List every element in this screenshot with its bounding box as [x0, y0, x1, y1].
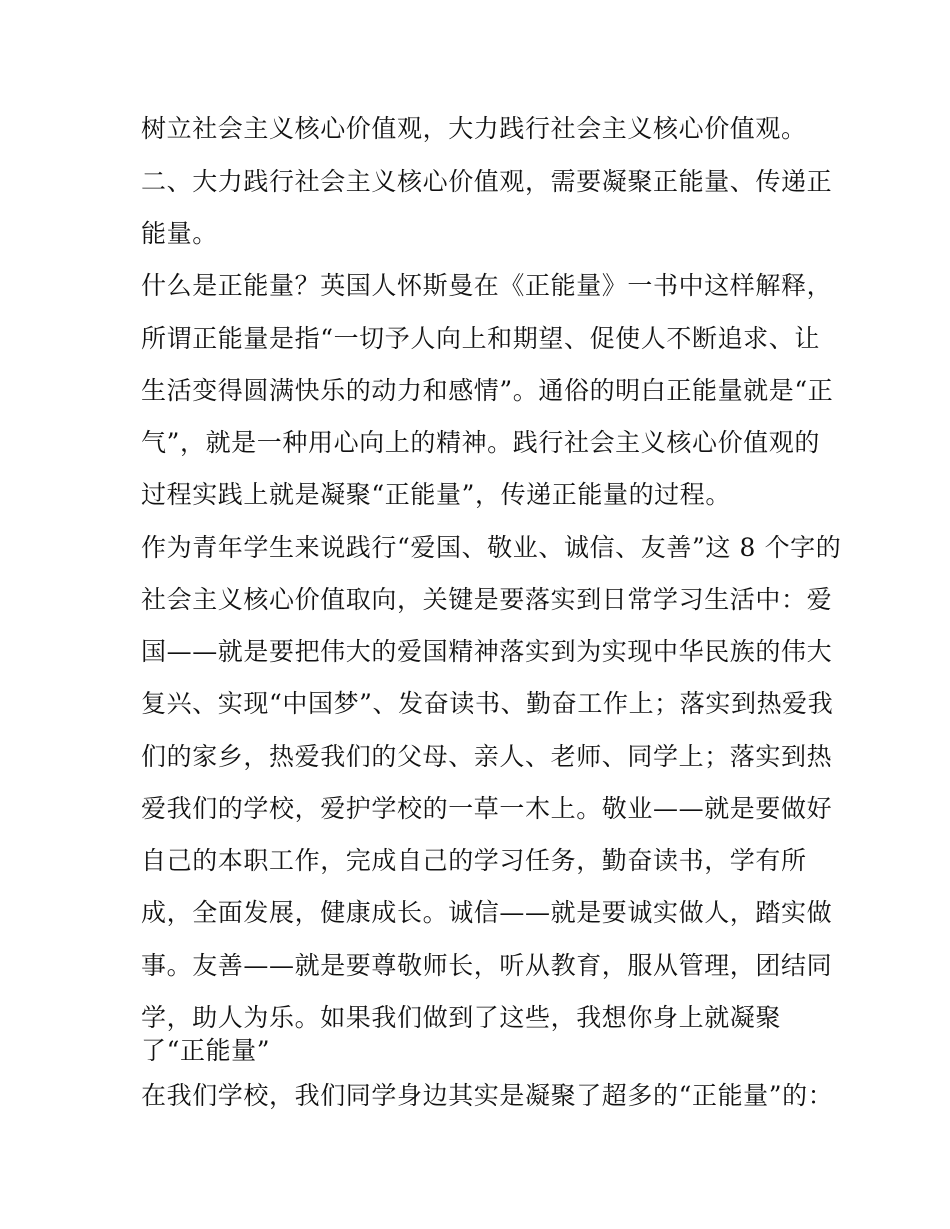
text-line: 事。友善——就是要尊敬师长，听从教育，服从管理，团结同	[141, 951, 833, 980]
text-line: 国——就是要把伟大的爱国精神落实到为实现中华民族的伟大	[141, 637, 833, 666]
text-line: 爱我们的学校，爱护学校的一草一木上。敬业——就是要做好	[141, 794, 833, 823]
text-line: 成，全面发展，健康成长。诚信——就是要诚实做人，踏实做	[141, 898, 833, 927]
text-line: 过程实践上就是凝聚“正能量”，传递正能量的过程。	[141, 480, 731, 509]
text-line: 所谓正能量是指“一切予人向上和期望、促使人不断追求、让	[141, 324, 820, 353]
text-line: 什么是正能量？英国人怀斯曼在《正能量》一书中这样解释，	[141, 271, 833, 300]
text-line: 生活变得圆满快乐的动力和感情”。通俗的明白正能量就是“正	[141, 376, 834, 405]
text-line: 二、大力践行社会主义核心价值观，需要凝聚正能量、传递正	[141, 167, 833, 196]
text-line: 学，助人为乐。如果我们做到了这些，我想你身上就凝聚	[141, 1003, 782, 1032]
text-line: 们的家乡，热爱我们的父母、亲人、老师、同学上；落实到热	[141, 742, 833, 771]
text-line: 作为青年学生来说践行“爱国、敬业、诚信、友善”这 8 个字的	[141, 533, 842, 562]
text-line: 复兴、实现“中国梦”、发奋读书、勤奋工作上；落实到热爱我	[141, 689, 834, 718]
text-line: 能量。	[141, 219, 218, 248]
text-line: 气”，就是一种用心向上的精神。践行社会主义核心价值观的	[141, 428, 820, 457]
text-line: 树立社会主义核心价值观，大力践行社会主义核心价值观。	[141, 114, 807, 143]
text-line: 在我们学校，我们同学身边其实是凝聚了超多的“正能量”的：	[141, 1081, 834, 1110]
text-line: 自己的本职工作，完成自己的学习任务，勤奋读书，学有所	[141, 846, 807, 875]
text-line: 社会主义核心价值取向，关键是要落实到日常学习生活中：爱	[141, 585, 833, 614]
text-line: 了“正能量”	[141, 1036, 271, 1065]
